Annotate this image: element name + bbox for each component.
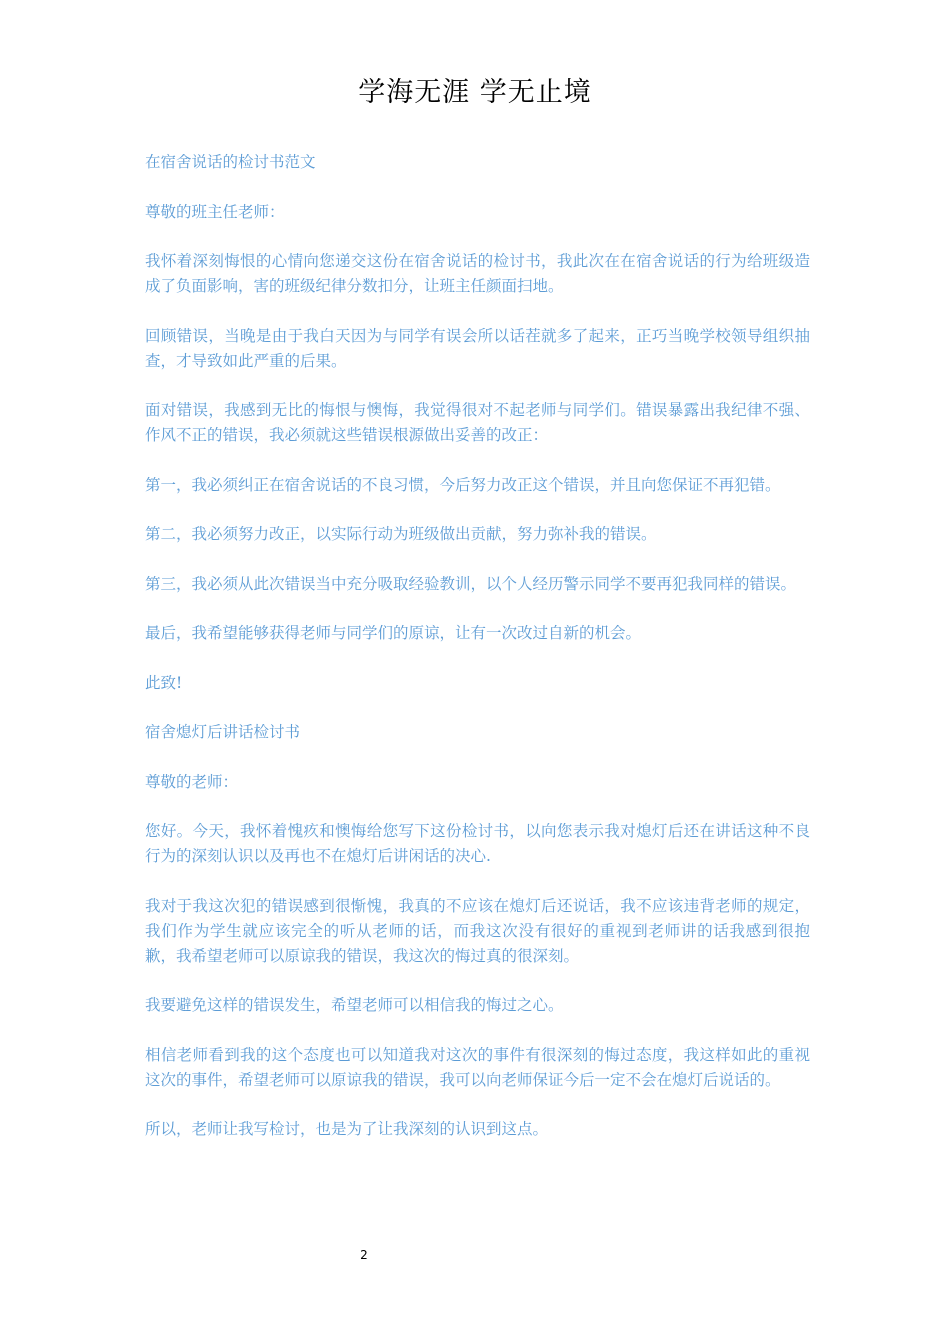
- body-paragraph: 回顾错误，当晚是由于我白天因为与同学有误会所以话茬就多了起来，正巧当晚学校领导组织抽查，才导致如此严重的后果。: [145, 326, 810, 370]
- body-paragraph: 第一，我必须纠正在宿舍说话的不良习惯，今后努力改正这个错误，并且向您保证不再犯错。: [145, 475, 781, 494]
- body-paragraph: 相信老师看到我的这个态度也可以知道我对这次的事件有很深刻的悔过态度，我这样如此的重视这次的事件，希望老师可以原谅我的错误，我可以向老师保证今后一定不会在熄灯后说话的。: [145, 1045, 810, 1089]
- body-paragraph: 最后，我希望能够获得老师与同学们的原谅，让有一次改过自新的机会。: [145, 624, 642, 642]
- salutation: 尊敬的班主任老师：: [145, 202, 285, 221]
- page-header-title: 学海无涯 学无止境: [358, 77, 592, 108]
- body-paragraph: 第三，我必须从此次错误当中充分吸取经验教训，以个人经历警示同学不要再犯我同样的错误。: [145, 574, 797, 593]
- body-paragraph: 我对于我这次犯的错误感到很惭愧，我真的不应该在熄灯后还说话，我不应该违背老师的规定，我们作为学生就应该完全的听从老师的话，而我这次没有很好的重视到老师讲的话我感到很抱歉，我希望老师可以原谅我的错误，我这次的悔过真的很深刻。: [145, 896, 810, 965]
- closing: 此致!: [145, 673, 183, 692]
- body-paragraph: 我要避免这样的错误发生，希望老师可以相信我的悔过之心。: [145, 996, 564, 1014]
- document-body: [145, 150, 810, 1167]
- section-title: 宿舍熄灯后讲话检讨书: [145, 723, 301, 741]
- page-number: 2: [360, 1248, 368, 1262]
- body-paragraph: 我怀着深刻悔恨的心情向您递交这份在宿舍说话的检讨书，我此次在在宿舍说话的行为给班级造成了负面影响，害的班级纪律分数扣分，让班主任颜面扫地。: [145, 252, 810, 295]
- body-paragraph: 您好。今天，我怀着愧疚和懊悔给您写下这份检讨书，以向您表示我对熄灯后还在讲话这种不良行为的深刻认识以及再也不在熄灯后讲闲话的决心.: [145, 822, 810, 865]
- body-paragraph: 第二，我必须努力改正，以实际行动为班级做出贡献，努力弥补我的错误。: [145, 525, 657, 543]
- document-title: 在宿舍说话的检讨书范文: [145, 153, 316, 171]
- body-paragraph: 所以，老师让我写检讨，也是为了让我深刻的认识到这点。: [145, 1120, 549, 1138]
- salutation: 尊敬的老师：: [145, 772, 239, 791]
- body-paragraph: 面对错误，我感到无比的悔恨与懊悔，我觉得很对不起老师与同学们。错误暴露出我纪律不强、作风不正的错误，我必须就这些错误根源做出妥善的改正：: [145, 401, 810, 444]
